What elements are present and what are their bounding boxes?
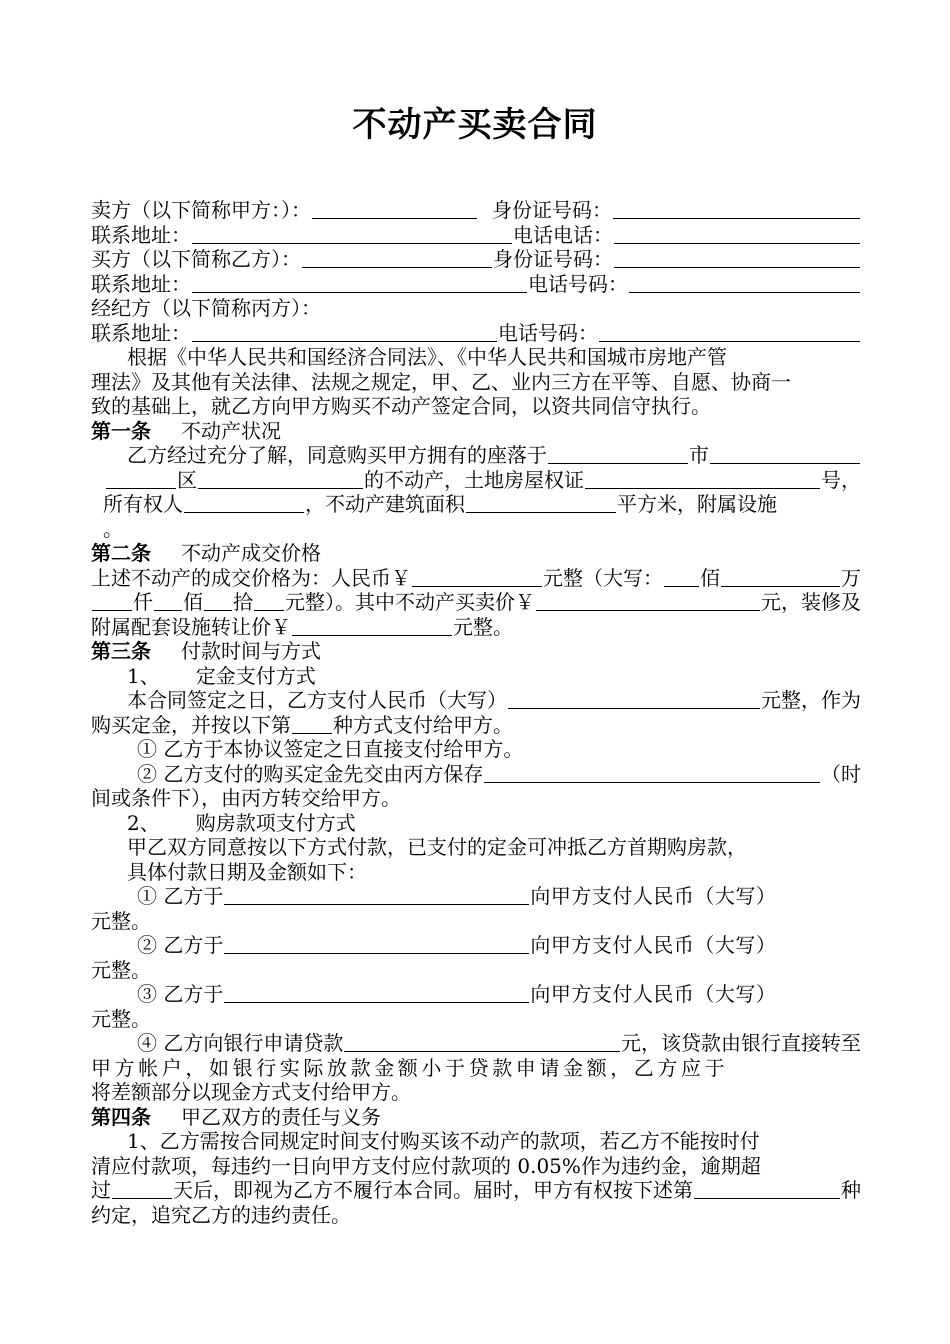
article-text: 向甲方支付人民币（大写） — [530, 982, 777, 1006]
article-text: 向甲方支付人民币（大写） — [530, 933, 777, 957]
article-text: 1、乙方需按合同规定时间支付购买该不动产的款项，若乙方不能按时付 — [127, 1129, 760, 1153]
property-location-field[interactable] — [548, 446, 688, 464]
article-text: 甲方帐户，如银行实际放款金额小于贷款申请金额，乙方应于 — [91, 1055, 729, 1080]
buyer-address-field[interactable] — [192, 275, 527, 293]
article-text: 元整。 — [453, 614, 513, 639]
buyer-phone-label: 电话号码： — [528, 271, 628, 296]
payment-2-date-field[interactable] — [224, 936, 529, 954]
article-text: 的不动产，土地房屋权证 — [364, 467, 584, 492]
deposit-option-2 — [91, 762, 861, 787]
article-4-line-2 — [91, 1154, 861, 1179]
article-text: 元整。 — [91, 908, 151, 933]
certificate-number-field[interactable] — [585, 471, 820, 489]
article-text: ① 乙方于 — [137, 884, 224, 908]
preamble-text: 理法》及其他有关法律、法规之规定，甲、乙、业内三方在平等、自愿、协商一 — [91, 369, 791, 394]
document-title: 不动产买卖合同 — [352, 105, 598, 145]
deposit-option-field[interactable] — [292, 716, 332, 734]
buyer-id-label: 身份证号码： — [493, 247, 613, 271]
buyer-id-field[interactable] — [614, 250, 860, 268]
seller-id-label: 身份证号码： — [492, 198, 612, 222]
article-1-line-1 — [91, 443, 861, 468]
district-detail-field[interactable] — [198, 471, 363, 489]
agent-label: 经纪方（以下简称丙方）： — [91, 296, 321, 320]
payment-3-date-field[interactable] — [224, 985, 529, 1003]
deposit-line-2 — [91, 713, 861, 738]
article-2-heading — [91, 541, 861, 566]
article-text: 天后，即视为乙方不履行本合同。届时，甲方有权按下述第 — [173, 1178, 693, 1202]
price-shi-field[interactable] — [204, 593, 232, 611]
section-number: 2、 — [127, 810, 160, 835]
price-qian-field[interactable] — [92, 593, 132, 611]
loan-line-3 — [91, 1080, 861, 1105]
payment-item-1 — [91, 884, 861, 909]
seller-name-field[interactable] — [312, 201, 477, 219]
seller-address-field[interactable] — [192, 226, 512, 244]
article-title: 甲乙双方的责任与义务 — [181, 1104, 381, 1129]
article-4-line-3 — [91, 1178, 861, 1203]
payment-item-2-cont — [91, 958, 861, 983]
article-text: ② 乙方于 — [137, 933, 224, 957]
article-text: 所有权人 — [103, 492, 183, 516]
article-title: 不动产状况 — [181, 418, 281, 443]
payment-line-1 — [91, 835, 861, 860]
article-text: 元整。 — [91, 957, 151, 982]
payment-item-3 — [91, 982, 861, 1007]
article-text: 元整）。其中不动产买卖价￥ — [285, 590, 535, 614]
contract-body — [91, 198, 861, 1227]
article-text: 过 — [91, 1178, 111, 1202]
section-3-1-heading — [91, 664, 861, 689]
agent-phone-field[interactable] — [599, 324, 860, 342]
section-number: 1、 — [127, 663, 160, 688]
agent-address-field[interactable] — [192, 324, 497, 342]
payment-1-date-field[interactable] — [224, 887, 529, 905]
article-1-line-4 — [91, 517, 861, 542]
overdue-days-field[interactable] — [112, 1181, 172, 1199]
article-number: 第二条 — [91, 541, 151, 565]
article-text: 万 — [841, 565, 861, 590]
article-4-line-4 — [91, 1203, 861, 1228]
article-text: 上述不动产的成交价格为：人民币￥ — [91, 565, 411, 590]
article-text: 本合同签定之日，乙方支付人民币（大写） — [127, 688, 507, 712]
article-text: （时 — [821, 761, 861, 786]
price-wan-field[interactable] — [721, 569, 840, 587]
buyer-address-label: 联系地址： — [91, 271, 191, 296]
payment-item-1-cont — [91, 909, 861, 934]
buyer-name-field[interactable] — [302, 250, 492, 268]
article-2-line-2 — [91, 590, 861, 615]
loan-line-2 — [91, 1056, 861, 1081]
preamble-line-1 — [91, 345, 861, 370]
article-text: 附属配套设施转让价￥ — [91, 614, 291, 639]
article-text: 佰 — [700, 565, 720, 590]
seller-address-line — [91, 223, 861, 248]
seller-phone-field[interactable] — [614, 226, 860, 244]
escrow-condition-field[interactable] — [484, 765, 820, 783]
article-text: ① 乙方于本协议签定之日直接支付给甲方。 — [137, 737, 524, 761]
article-1-line-2 — [91, 468, 861, 493]
payment-line-2 — [91, 860, 861, 885]
article-3-heading — [91, 639, 861, 664]
buyer-label: 买方（以下简称乙方）： — [91, 247, 301, 271]
article-text: 区 — [177, 467, 197, 492]
article-text: 元，该贷款由银行直接转至 — [621, 1031, 861, 1055]
owner-field[interactable] — [184, 495, 304, 513]
payment-item-3-cont — [91, 1007, 861, 1032]
price-field[interactable] — [412, 569, 542, 587]
article-4-line-1 — [91, 1129, 861, 1154]
article-1-heading — [91, 419, 861, 444]
article-text: 约定，追究乙方的违约责任。 — [91, 1202, 351, 1227]
buyer-line — [91, 247, 861, 272]
article-text: 元整。 — [91, 1006, 151, 1031]
area-field[interactable] — [466, 495, 616, 513]
article-text: 种方式支付给甲方。 — [333, 712, 513, 737]
article-text: 甲乙双方同意按以下方式付款，已支付的定金可冲抵乙方首期购房款， — [127, 835, 747, 859]
article-2-line-1 — [91, 566, 861, 591]
article-2-line-3 — [91, 615, 861, 640]
article-number: 第四条 — [91, 1104, 151, 1129]
price-bai-field[interactable] — [664, 569, 699, 587]
article-1-line-3 — [91, 492, 861, 517]
section-title: 定金支付方式 — [195, 663, 316, 688]
article-text: 清应付款项，每违约一日向甲方支付应付款项的 0.05%作为违约金，逾期超 — [91, 1153, 761, 1178]
article-text: 。 — [103, 516, 123, 541]
deposit-line-1 — [91, 688, 861, 713]
price-bai2-field[interactable] — [154, 593, 182, 611]
article-4-heading — [91, 1105, 861, 1130]
section-title: 购房款项支付方式 — [195, 810, 356, 835]
article-text: 向甲方支付人民币（大写） — [530, 884, 777, 908]
article-text: 元整，作为 — [761, 688, 861, 712]
loan-amount-field[interactable] — [344, 1034, 620, 1052]
article-text: 将差额部分以现金方式支付给甲方。 — [91, 1080, 411, 1104]
loan-line-1 — [91, 1031, 861, 1056]
section-3-2-heading — [91, 811, 861, 836]
agent-phone-label: 电话号码： — [498, 320, 598, 345]
preamble-text: 致的基础上，就乙方向甲方购买不动产签定合同，以资共同信守执行。 — [91, 394, 711, 418]
preamble-line-3 — [91, 394, 861, 419]
deposit-option-2-cont — [91, 786, 861, 811]
article-text: 佰 — [183, 590, 203, 614]
seller-phone-label: 电话电话： — [513, 222, 613, 247]
article-text: 购买定金，并按以下第 — [91, 712, 291, 737]
article-text: 间或条件下），由丙方转交给甲方。 — [91, 786, 401, 810]
article-text: 元整（大写： — [543, 565, 663, 590]
article-text: 号， — [821, 467, 861, 492]
buyer-phone-field[interactable] — [629, 275, 860, 293]
deposit-amount-field[interactable] — [508, 691, 760, 709]
article-title: 不动产成交价格 — [181, 541, 321, 565]
article-text: 市 — [689, 443, 709, 467]
seller-address-label: 联系地址： — [91, 222, 191, 247]
payment-item-2 — [91, 933, 861, 958]
article-text: 仟 — [133, 590, 153, 614]
article-number: 第一条 — [91, 418, 151, 443]
article-text: ③ 乙方于 — [137, 982, 224, 1006]
remedy-option-field[interactable] — [694, 1181, 840, 1199]
preamble-line-2 — [91, 370, 861, 395]
deposit-option-1 — [91, 737, 861, 762]
district-field[interactable] — [106, 471, 176, 489]
article-text: 具体付款日期及金额如下： — [127, 859, 367, 884]
article-text: 元，装修及 — [761, 590, 861, 614]
article-text: 乙方经过充分了解，同意购买甲方拥有的座落于 — [127, 443, 547, 467]
article-text: ② 乙方支付的购买定金先交由丙方保存 — [137, 761, 484, 786]
agent-line — [91, 296, 861, 321]
article-number: 第三条 — [91, 639, 151, 663]
seller-label: 卖方（以下简称甲方：）： — [91, 198, 311, 222]
price-yuan-field[interactable] — [254, 593, 284, 611]
article-text: 种 — [841, 1178, 861, 1202]
article-text: 拾 — [233, 590, 253, 614]
city-field[interactable] — [710, 446, 860, 464]
buyer-address-line — [91, 272, 861, 297]
sale-price-field[interactable] — [536, 593, 760, 611]
fixture-price-field[interactable] — [292, 618, 452, 636]
article-text: ④ 乙方向银行申请贷款 — [137, 1031, 344, 1055]
seller-id-field[interactable] — [613, 201, 860, 219]
agent-address-line — [91, 321, 861, 346]
article-text: 平方米，附属设施 — [617, 492, 777, 516]
article-title: 付款时间与方式 — [181, 639, 321, 663]
article-text: ，不动产建筑面积 — [305, 492, 465, 516]
seller-line — [91, 198, 861, 223]
preamble-text: 根据《中华人民共和国经济合同法》、《中华人民共和国城市房地产管 — [127, 345, 727, 369]
agent-address-label: 联系地址： — [91, 320, 191, 345]
